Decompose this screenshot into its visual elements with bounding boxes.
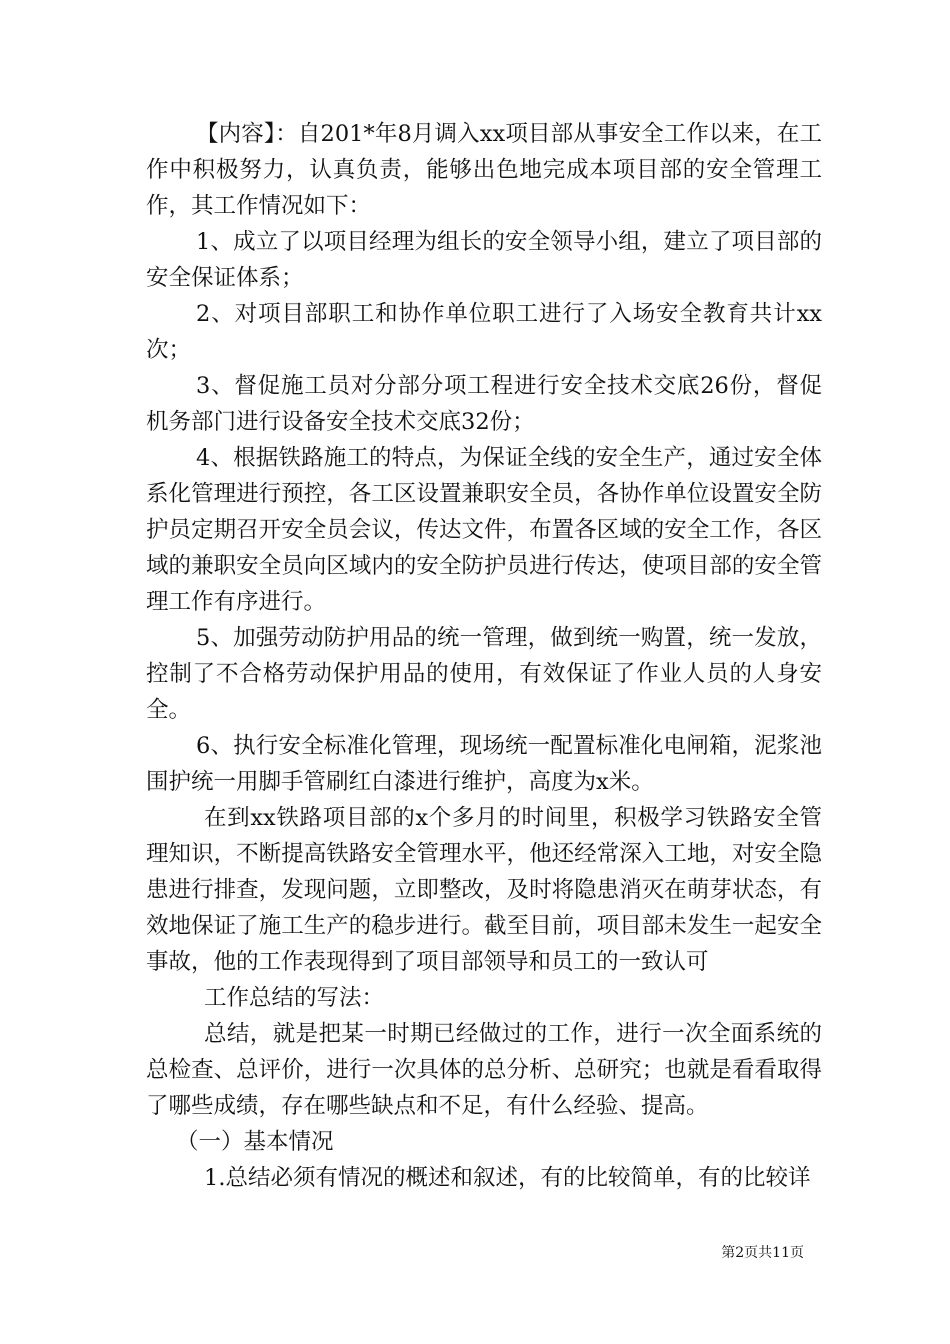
paragraph-summary: 在到xx铁路项目部的x个多月的时间里，积极学习铁路安全管理知识，不断提高铁路安全管理水平，他还经常深入工地，对安全隐患进行排查，发现问题，立即整改，及时将隐患消灭在萌芽状态，有效地保证了施工生产的稳步进行。截至目前，项目部未发生一起安全事故，他的工作表现得到了项目部领导和员工的一致认可	[146, 805, 822, 975]
paragraph-item-4: 4、根据铁路施工的特点，为保证全线的安全生产，通过安全体系化管理进行预控，各工区设置兼职安全员，各协作单位设置安全防护员定期召开安全员会议，传达文件，布置各区域的安全工作，各区域的兼职安全员向区域内的安全防护员进行传达，使项目部的安全管理工作有序进行。	[146, 445, 822, 615]
paragraph-item-1: 1、成立了以项目经理为组长的安全领导小组，建立了项目部的安全保证体系；	[146, 229, 822, 291]
section-heading-writing-method: 工作总结的写法：	[204, 985, 385, 1011]
page-number-footer: 第2页共11页	[721, 1245, 804, 1261]
paragraph-item-5: 5、加强劳动防护用品的统一管理，做到统一购置，统一发放，控制了不合格劳动保护用品的使用，有效保证了作业人员的人身安全。	[146, 625, 822, 723]
paragraph-intro: 【内容】：自201*年8月调入xx项目部从事安全工作以来，在工作中积极努力，认真负责，能够出色地完成本项目部的安全管理工作，其工作情况如下：	[146, 121, 822, 219]
paragraph-definition: 总结，就是把某一时期已经做过的工作，进行一次全面系统的总检查、总评价，进行一次具体的总分析、总研究；也就是看看取得了哪些成绩，存在哪些缺点和不足，有什么经验、提高。	[146, 1021, 822, 1119]
paragraph-item-6: 6、执行安全标准化管理，现场统一配置标准化电闸箱，泥浆池围护统一用脚手管刷红白漆进行维护，高度为x米。	[146, 733, 822, 795]
paragraph-point-1: 1.总结必须有情况的概述和叙述，有的比较简单，有的比较详	[204, 1165, 811, 1191]
paragraph-item-2: 2、对项目部职工和协作单位职工进行了入场安全教育共计xx次；	[146, 301, 822, 363]
document-body	[146, 116, 822, 1196]
section-heading-basic-situation: （一）基本情况	[176, 1129, 334, 1155]
paragraph-item-3: 3、督促施工员对分部分项工程进行安全技术交底26份，督促机务部门进行设备安全技术交底32份；	[146, 373, 822, 435]
